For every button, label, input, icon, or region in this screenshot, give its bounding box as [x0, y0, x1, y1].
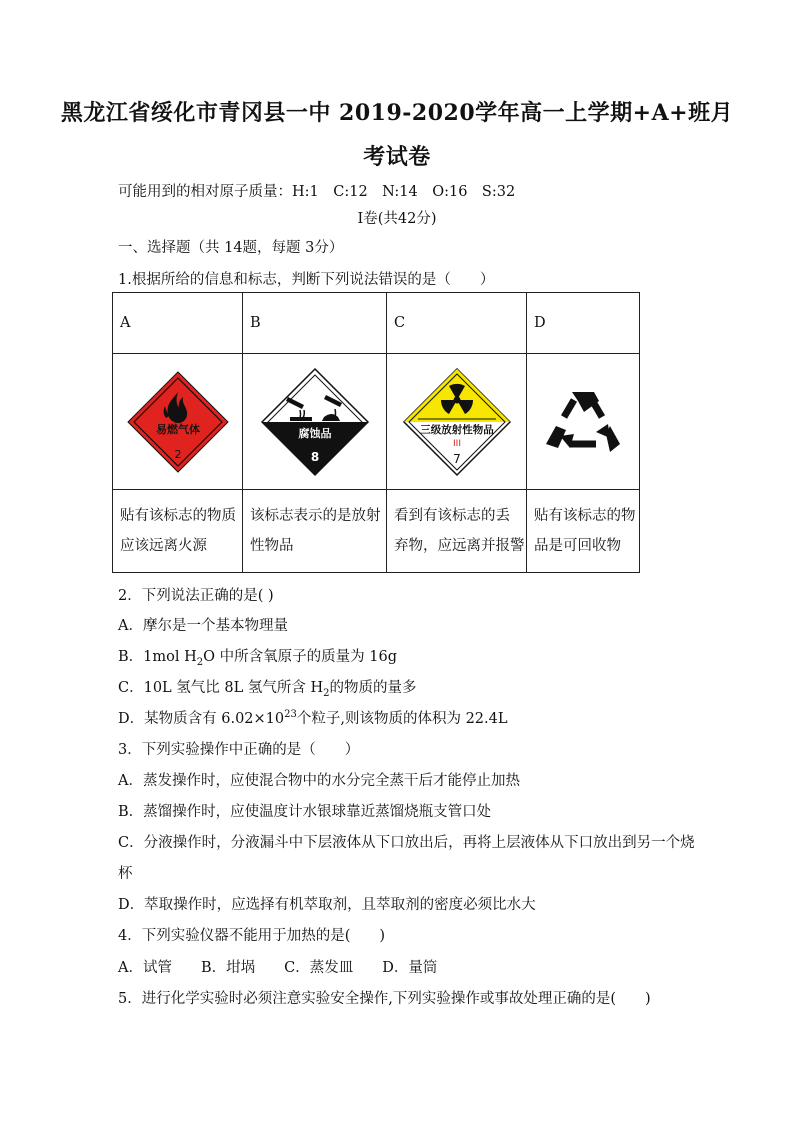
- radioactive-sign-roman: III: [452, 438, 461, 449]
- radioactive-icon: [402, 367, 512, 477]
- q1-col-d-letter: D: [527, 293, 640, 354]
- q1-col-b-desc: 该标志表示的是放射 性物品: [243, 490, 387, 573]
- q1-col-d-sign-cell: [527, 354, 640, 490]
- corrosive-icon: [260, 367, 370, 477]
- q1-stem: 1.根据所给的信息和标志，判断下列说法错误的是（ ）: [118, 272, 495, 288]
- radioactive-sign-number: 7: [452, 451, 461, 466]
- part-heading: 一、选择题（共 14题，每题 3分）: [118, 240, 344, 256]
- q1-col-d-desc: 贴有该标志的物 品是可回收物: [527, 490, 640, 573]
- flammable-gas-icon: [126, 370, 230, 474]
- q4-stem: 4．下列实验仪器不能用于加热的是( ): [118, 928, 386, 944]
- q3-option-c-line1: C．分液操作时，分液漏斗中下层液体从下口放出后，再将上层液体从下口放出到另一个烧: [118, 835, 695, 851]
- exam-title-line1: 黑龙江省绥化市青冈县一中 2019-2020学年高一上学期+A+班月: [60, 100, 734, 126]
- q1-col-c-letter: C: [387, 293, 527, 354]
- q2-option-d: D．某物质含有 $6.02\times 10^{23}$个粒子,则该物质的体积为 22.4L: [118, 709, 508, 727]
- q3-option-d: D．萃取操作时，应选择有机萃取剂，且萃取剂的密度必须比水大: [118, 897, 536, 913]
- q4-options: A．试管 B．坩埚 C．蒸发皿 D．量筒: [118, 960, 438, 976]
- q3-option-c-line2: 杯: [118, 866, 133, 882]
- q2-stem: 2．下列说法正确的是( ): [118, 588, 274, 604]
- q5-stem: 5．进行化学实验时必须注意实验安全操作,下列实验操作或事故处理正确的是( ): [118, 991, 651, 1007]
- q2-option-a: A．摩尔是一个基本物理量: [118, 618, 288, 634]
- q3-stem: 3．下列实验操作中正确的是（ ）: [118, 742, 360, 758]
- q1-col-c-sign-cell: [387, 354, 527, 490]
- q1-table: [112, 292, 640, 573]
- q3-option-b: B．蒸馏操作时，应使温度计水银球靠近蒸馏烧瓶支管口处: [118, 804, 492, 820]
- flammable-sign-text: 易燃气体: [155, 422, 200, 436]
- atomic-masses: 可能用到的相对原子质量：H:1 C:12 N:14 O:16 S:32: [118, 184, 516, 200]
- q1-col-a-letter: A: [113, 293, 243, 354]
- q2-option-c: C．10L 氢气比 8L 氢气所含 $H_2$的物质的量多: [118, 680, 417, 699]
- radioactive-sign-text: 三级放射性物品: [419, 423, 494, 436]
- section-title: Ⅰ卷(共42分): [357, 211, 437, 227]
- q1-col-b-sign-cell: [243, 354, 387, 490]
- corrosive-sign-number: 8: [310, 449, 319, 464]
- q1-col-a-desc: 贴有该标志的物质 应该远离火源: [113, 490, 243, 573]
- recycle-icon: [544, 386, 622, 458]
- q2-option-b: B．1mol $H_2O$ 中所含氧原子的质量为 16g: [118, 649, 397, 668]
- corrosive-sign-text: 腐蚀品: [298, 426, 331, 440]
- q1-col-b-letter: B: [243, 293, 387, 354]
- flammable-sign-number: 2: [174, 447, 181, 461]
- q1-col-c-desc: 看到有该标志的丢 弃物，应远离并报警: [387, 490, 527, 573]
- q1-col-a-sign-cell: [113, 354, 243, 490]
- q3-option-a: A．蒸发操作时，应使混合物中的水分完全蒸干后才能停止加热: [118, 773, 520, 789]
- exam-title-line2: 考试卷: [363, 144, 431, 170]
